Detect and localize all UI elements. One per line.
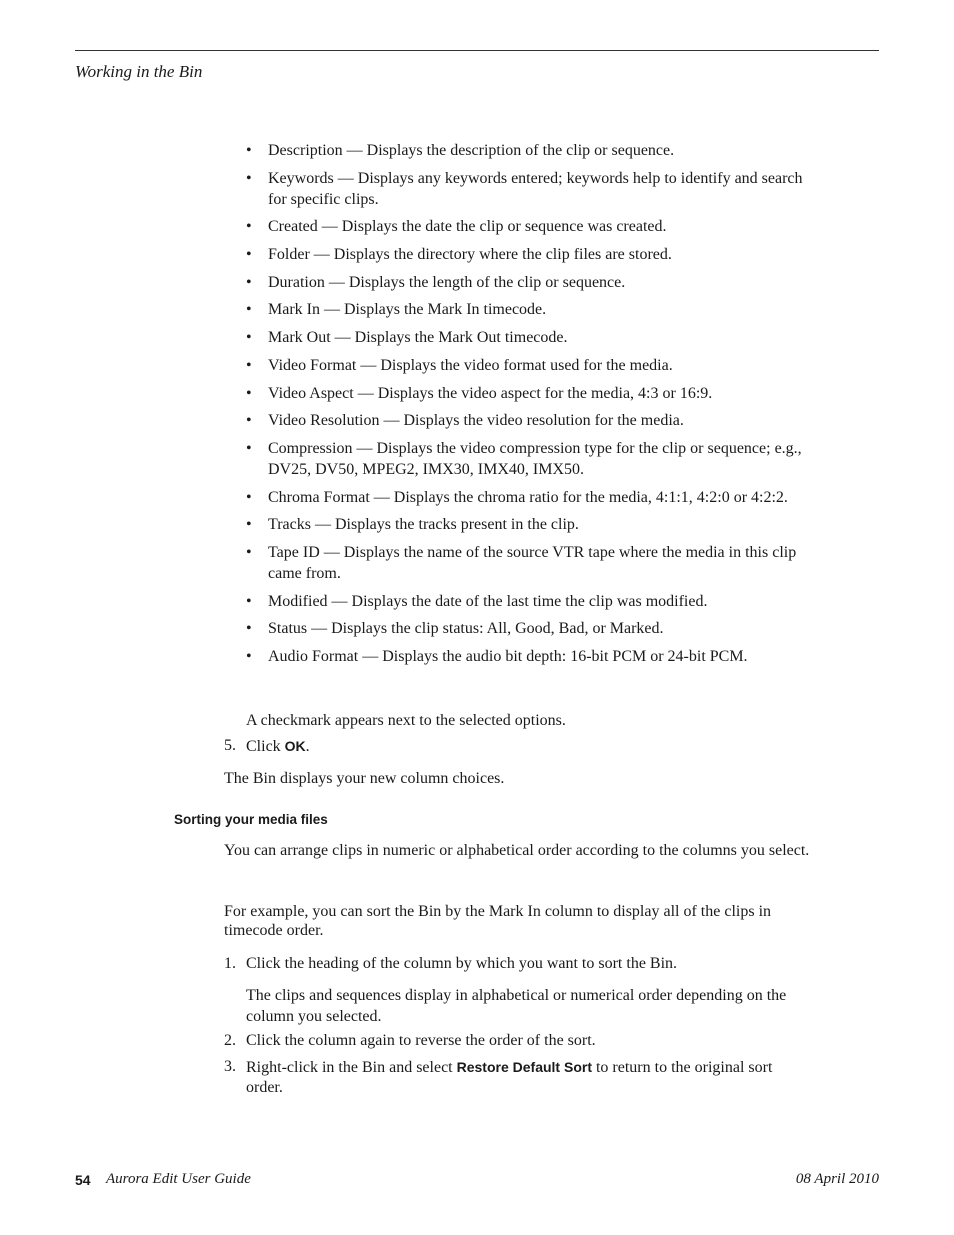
list-item-text: Mark In — Displays the Mark In timecode. xyxy=(268,301,547,319)
step-text: Click the column again to reverse the order of the sort. xyxy=(246,1032,596,1049)
list-item-text: Folder — Displays the directory where the clip files are stored. xyxy=(268,246,672,264)
bullet-glyph: • xyxy=(246,273,252,291)
list-item-text: Video Resolution — Displays the video resolution for the media. xyxy=(268,412,684,430)
list-item-text: Audio Format — Displays the audio bit depth: 16-bit PCM or 24-bit PCM. xyxy=(268,648,748,665)
list-item-text: Created — Displays the date the clip or sequence was created. xyxy=(268,218,667,236)
list-item xyxy=(246,438,811,480)
list-item-text: Modified — Displays the date of the last time the clip was modified. xyxy=(268,592,708,610)
step-text-post: to return to the original sort order. xyxy=(246,1059,773,1096)
bullet-glyph: • xyxy=(246,169,252,187)
list-item-text: Status — Displays the clip status: All, Good, Bad, or Marked. xyxy=(268,620,664,638)
section-intro: You can arrange clips in numeric or alphabetical order according to the columns you select. xyxy=(224,842,810,859)
list-item xyxy=(246,355,811,376)
list-item-text: Keywords — Displays any keywords entered; keywords help to identify and search for specific clips. xyxy=(268,169,803,208)
bullet-glyph: • xyxy=(246,620,252,638)
bullet-glyph: • xyxy=(246,142,252,159)
guide-title: Aurora Edit User Guide xyxy=(106,1171,251,1187)
list-item xyxy=(246,618,811,639)
step-number: 1. xyxy=(224,955,236,972)
bullet-glyph: • xyxy=(246,301,252,319)
step-1-result: The clips and sequences display in alphabetical or numerical order depending on the column you selected. xyxy=(246,987,787,1025)
list-item-text: Video Aspect — Displays the video aspect for the media, 4:3 or 16:9. xyxy=(268,384,713,402)
list-item-text: Tape ID — Displays the name of the source VTR tape where the media in this clip came from. xyxy=(268,543,797,582)
bullet-glyph: • xyxy=(246,516,252,534)
list-item xyxy=(246,410,811,431)
section-heading: Sorting your media files xyxy=(174,812,328,827)
bullet-glyph: • xyxy=(246,648,252,665)
list-item xyxy=(246,646,811,667)
checkmark-note: A checkmark appears next to the selected options. xyxy=(246,712,566,729)
running-head: Working in the Bin xyxy=(75,62,203,81)
list-item xyxy=(246,168,811,210)
list-item xyxy=(246,591,811,612)
list-item-text: Video Format — Displays the video format used for the media. xyxy=(268,356,673,374)
list-item-text: Mark Out — Displays the Mark Out timecode. xyxy=(268,329,568,347)
bullet-glyph: • xyxy=(246,218,252,236)
list-item xyxy=(246,542,811,584)
page-number: 54 xyxy=(75,1172,91,1188)
bullet-glyph: • xyxy=(246,592,252,610)
list-item-text: Compression — Displays the video compression type for the clip or sequence; e.g., DV25, DV50, MPEG2, IMX30, IMX40, IMX50. xyxy=(268,439,802,478)
list-item-text: Tracks — Displays the tracks present in the clip. xyxy=(268,516,579,534)
bullet-glyph: • xyxy=(246,412,252,430)
list-item-text: Chroma Format — Displays the chroma ratio for the media, 4:1:1, 4:2:0 or 4:2:2. xyxy=(268,488,788,506)
bullet-glyph: • xyxy=(246,488,252,506)
bullet-glyph: • xyxy=(246,384,252,402)
list-item xyxy=(246,327,811,348)
list-item xyxy=(246,216,811,237)
publication-date: 08 April 2010 xyxy=(795,1171,879,1187)
restore-default-sort-label: Restore Default Sort xyxy=(456,1059,592,1075)
list-item xyxy=(246,514,811,535)
list-item xyxy=(246,244,811,265)
bullet-glyph: • xyxy=(246,439,252,457)
bullet-glyph: • xyxy=(246,543,252,561)
bin-displays-note: The Bin displays your new column choices. xyxy=(224,770,505,787)
step-number: 3. xyxy=(224,1058,236,1075)
step-text-pre: Click xyxy=(246,738,285,755)
list-item xyxy=(246,299,811,320)
step-text-pre: Right-click in the Bin and select xyxy=(246,1059,457,1076)
list-item-text: Duration — Displays the length of the clip or sequence. xyxy=(268,273,626,291)
step-text xyxy=(246,1057,808,1098)
list-item xyxy=(246,272,811,293)
bullet-glyph: • xyxy=(246,329,252,347)
step-text: Click the heading of the column by which you want to sort the Bin. xyxy=(246,955,678,972)
list-item xyxy=(246,383,811,404)
list-item-text: Description — Displays the description of the clip or sequence. xyxy=(268,142,675,159)
ok-button-label: OK xyxy=(284,738,306,754)
list-item xyxy=(246,487,811,508)
header-rule xyxy=(75,50,879,51)
bullet-glyph: • xyxy=(246,356,252,374)
step-text xyxy=(246,736,808,757)
step-number: 2. xyxy=(224,1032,236,1049)
bullet-glyph: • xyxy=(246,246,252,264)
step-text-post: . xyxy=(305,738,310,755)
section-example: For example, you can sort the Bin by the Mark In column to display all of the clips in timecode order. xyxy=(224,903,772,939)
list-item xyxy=(246,140,811,161)
step-number: 5. xyxy=(224,737,236,754)
column-options-list xyxy=(246,140,811,674)
